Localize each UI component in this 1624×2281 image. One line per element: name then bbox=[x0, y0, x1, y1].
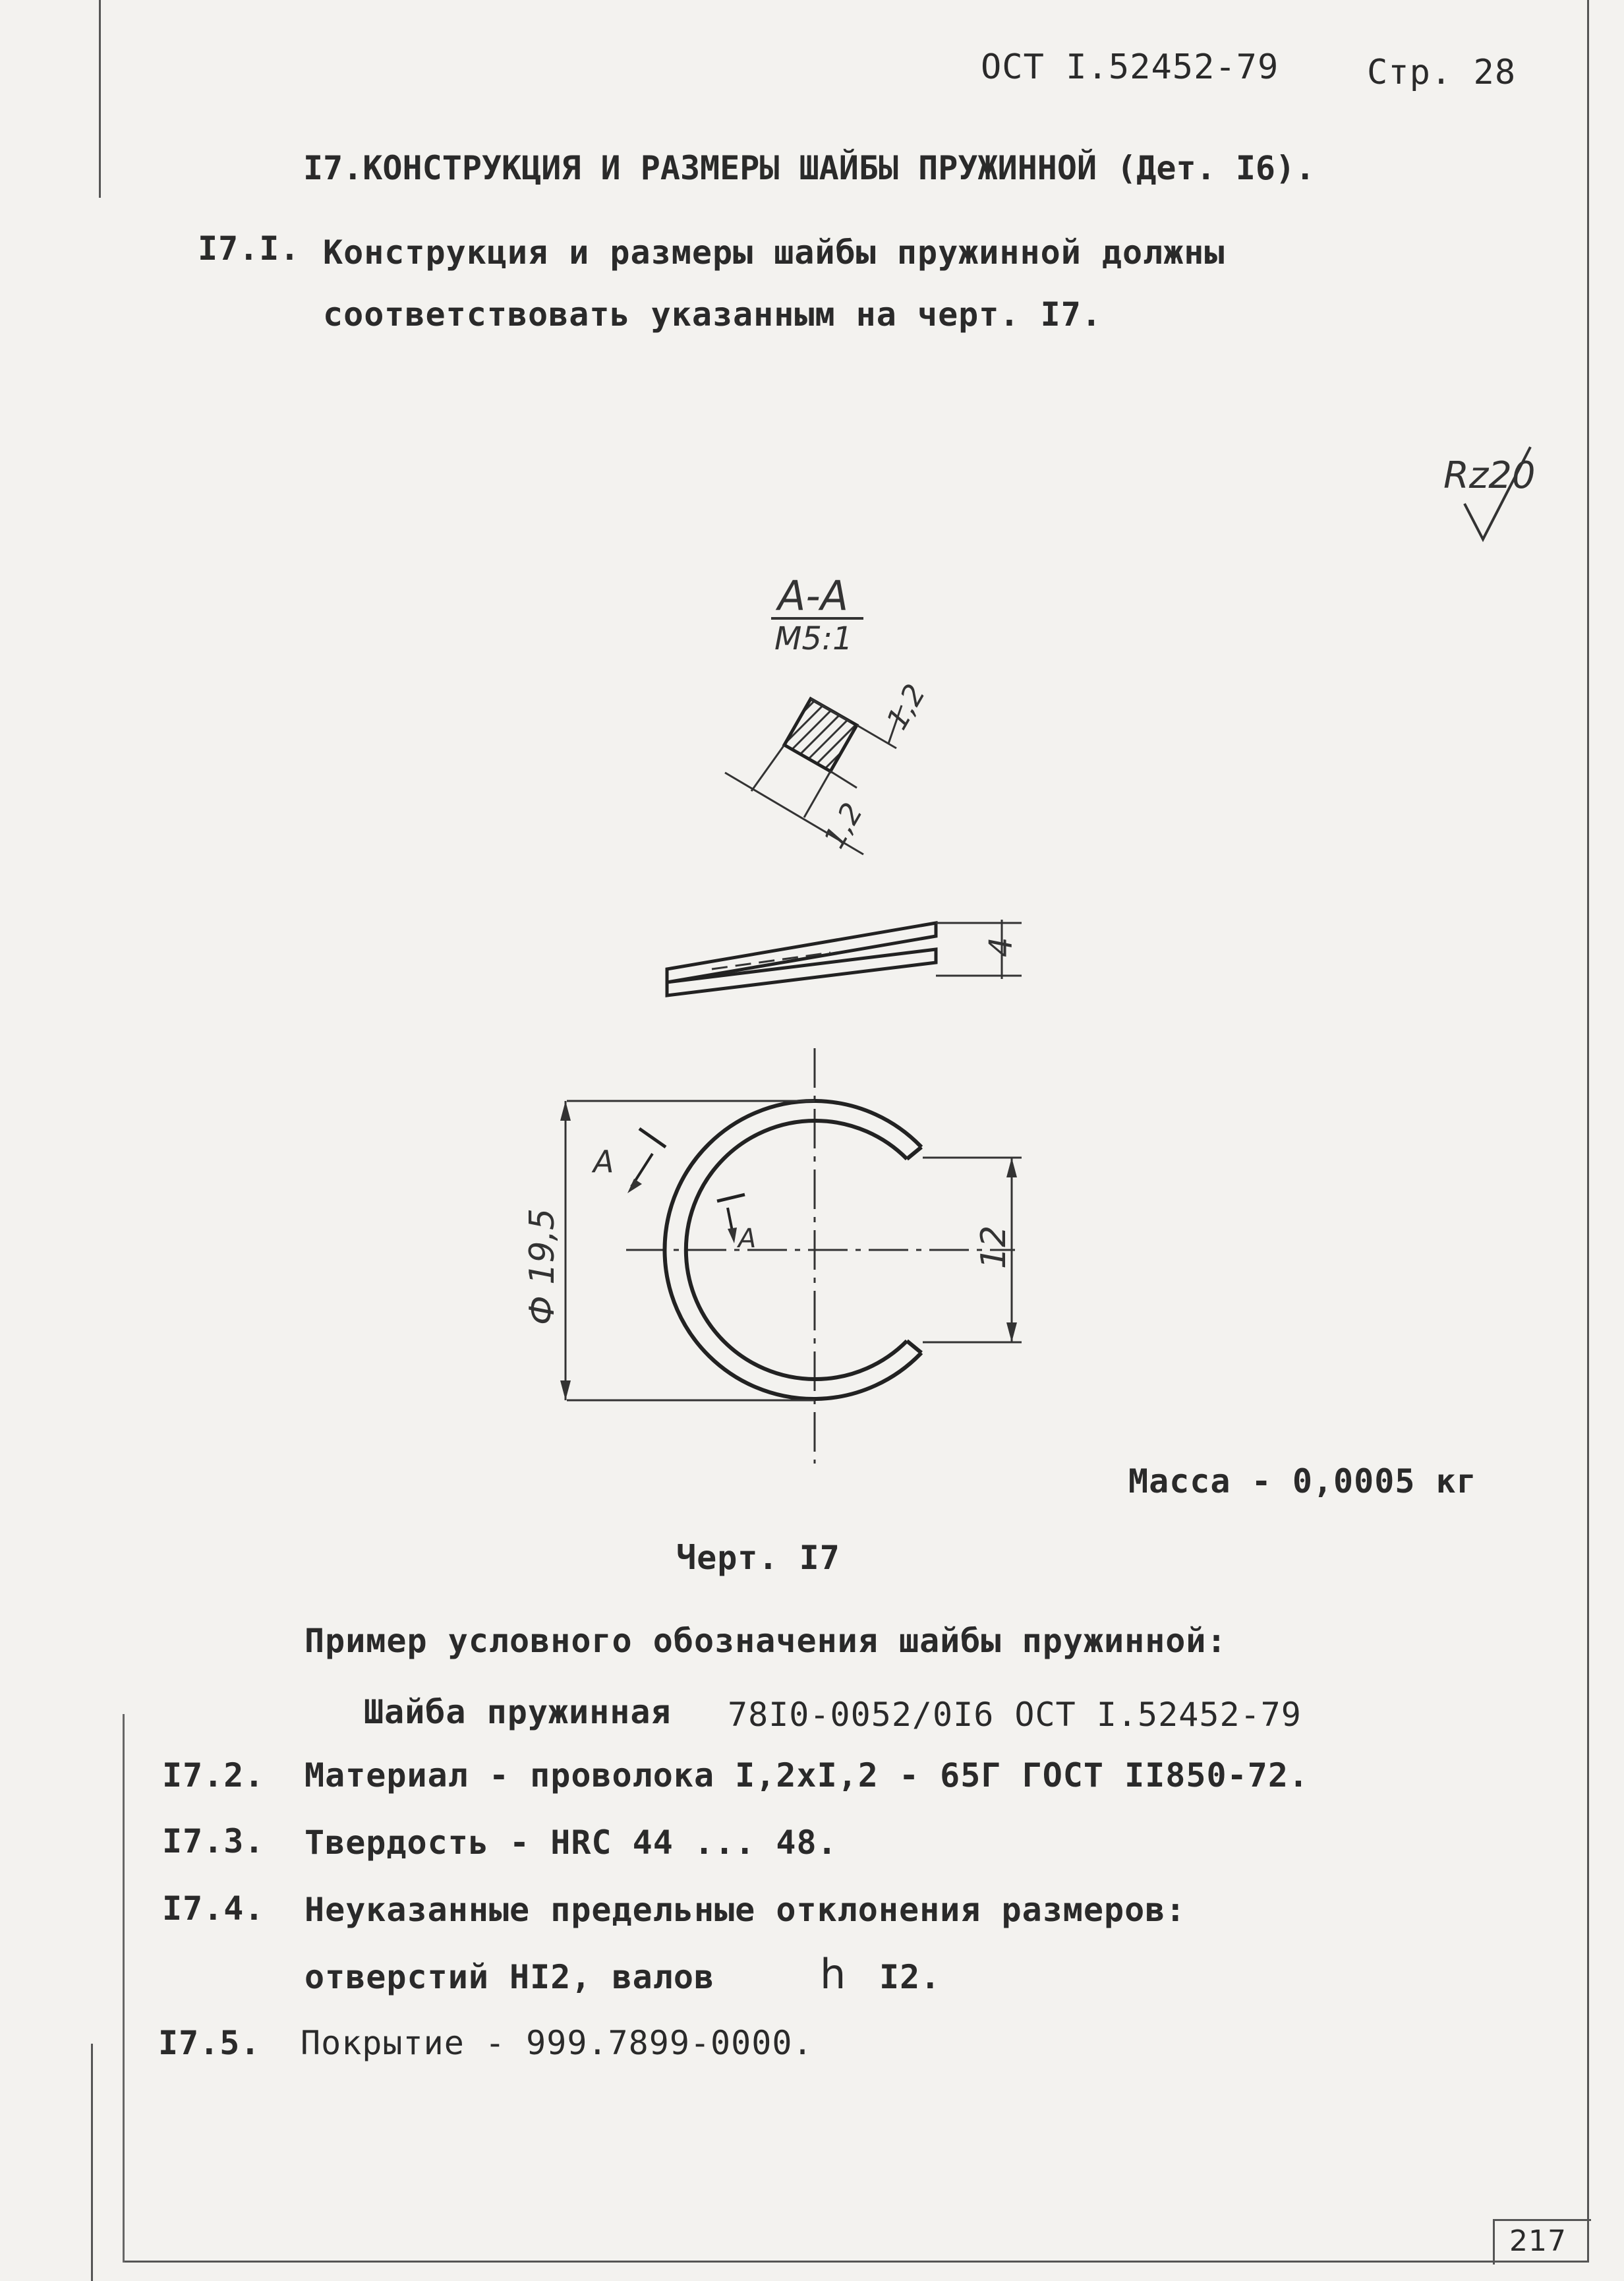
mass-note: Масса - 0,0005 кг bbox=[1128, 1462, 1477, 1500]
clause-17-4-number: I7.4. bbox=[162, 1889, 265, 1928]
clause-17-1-line2: соответствовать указанным на черт. I7. bbox=[323, 295, 1102, 334]
clause-17-2-text: Материал - проволока I,2хI,2 - 65Г ГОСТ II850-72. bbox=[304, 1756, 1310, 1794]
clause-17-3-number: I7.3. bbox=[162, 1822, 265, 1860]
clause-17-3-text: Твердость - НRC 44 ... 48. bbox=[304, 1823, 838, 1862]
dim-side-a: 1,2 bbox=[880, 678, 933, 736]
clause-17-4-line2c: I2. bbox=[879, 1958, 941, 1996]
clause-17-4-text: Неуказанные предельные отклонения размеров: bbox=[304, 1891, 1186, 1929]
cut-mark-2: А bbox=[738, 1224, 757, 1254]
clause-17-4-line2a: отверстий НI2, валов bbox=[304, 1958, 715, 1996]
page-number: 217 bbox=[1509, 2224, 1567, 2258]
side-view bbox=[667, 920, 1022, 995]
clause-17-4-line2b: h bbox=[820, 1950, 847, 1998]
dim-height: 4 bbox=[983, 937, 1020, 957]
dim-diameter: Ф 19,5 bbox=[523, 1208, 562, 1325]
roughness-symbol bbox=[1443, 447, 1536, 539]
clause-17-5-text: Покрытие - 999.7899-0000. bbox=[301, 2024, 813, 2062]
section-label-group bbox=[771, 572, 863, 657]
drawing-caption: Черт. I7 bbox=[676, 1539, 840, 1577]
clause-17-1-number: I7.I. bbox=[198, 229, 301, 268]
example-title: Пример условного обозначения шайбы пружинной: bbox=[304, 1622, 1227, 1660]
example-name: Шайба пружинная bbox=[364, 1693, 672, 1731]
cut-mark-1: А bbox=[593, 1144, 614, 1179]
section-title: I7.КОНСТРУКЦИЯ И РАЗМЕРЫ ШАЙБЫ ПРУЖИННОЙ (Дет. I6). bbox=[303, 149, 1316, 187]
clause-17-1-line1: Конструкция и размеры шайбы пружинной должны bbox=[323, 233, 1225, 272]
dim-side-b: 1,2 bbox=[817, 797, 870, 854]
clause-17-5-number: I7.5. bbox=[158, 2024, 261, 2062]
cross-section bbox=[725, 678, 933, 854]
roughness-label: Rz20 bbox=[1443, 454, 1536, 497]
header-standard: ОСТ I.52452-79 bbox=[981, 47, 1279, 87]
ring-plan-view bbox=[523, 1048, 1022, 1464]
example-code: 78I0-0052/0I6 ОСТ I.52452-79 bbox=[728, 1696, 1302, 1734]
section-label: А-А bbox=[778, 572, 849, 620]
header-page-label: Стр. 28 bbox=[1367, 53, 1517, 92]
section-scale: M5:1 bbox=[774, 620, 853, 657]
dim-gap: 12 bbox=[974, 1225, 1014, 1269]
clause-17-2-number: I7.2. bbox=[162, 1756, 265, 1794]
